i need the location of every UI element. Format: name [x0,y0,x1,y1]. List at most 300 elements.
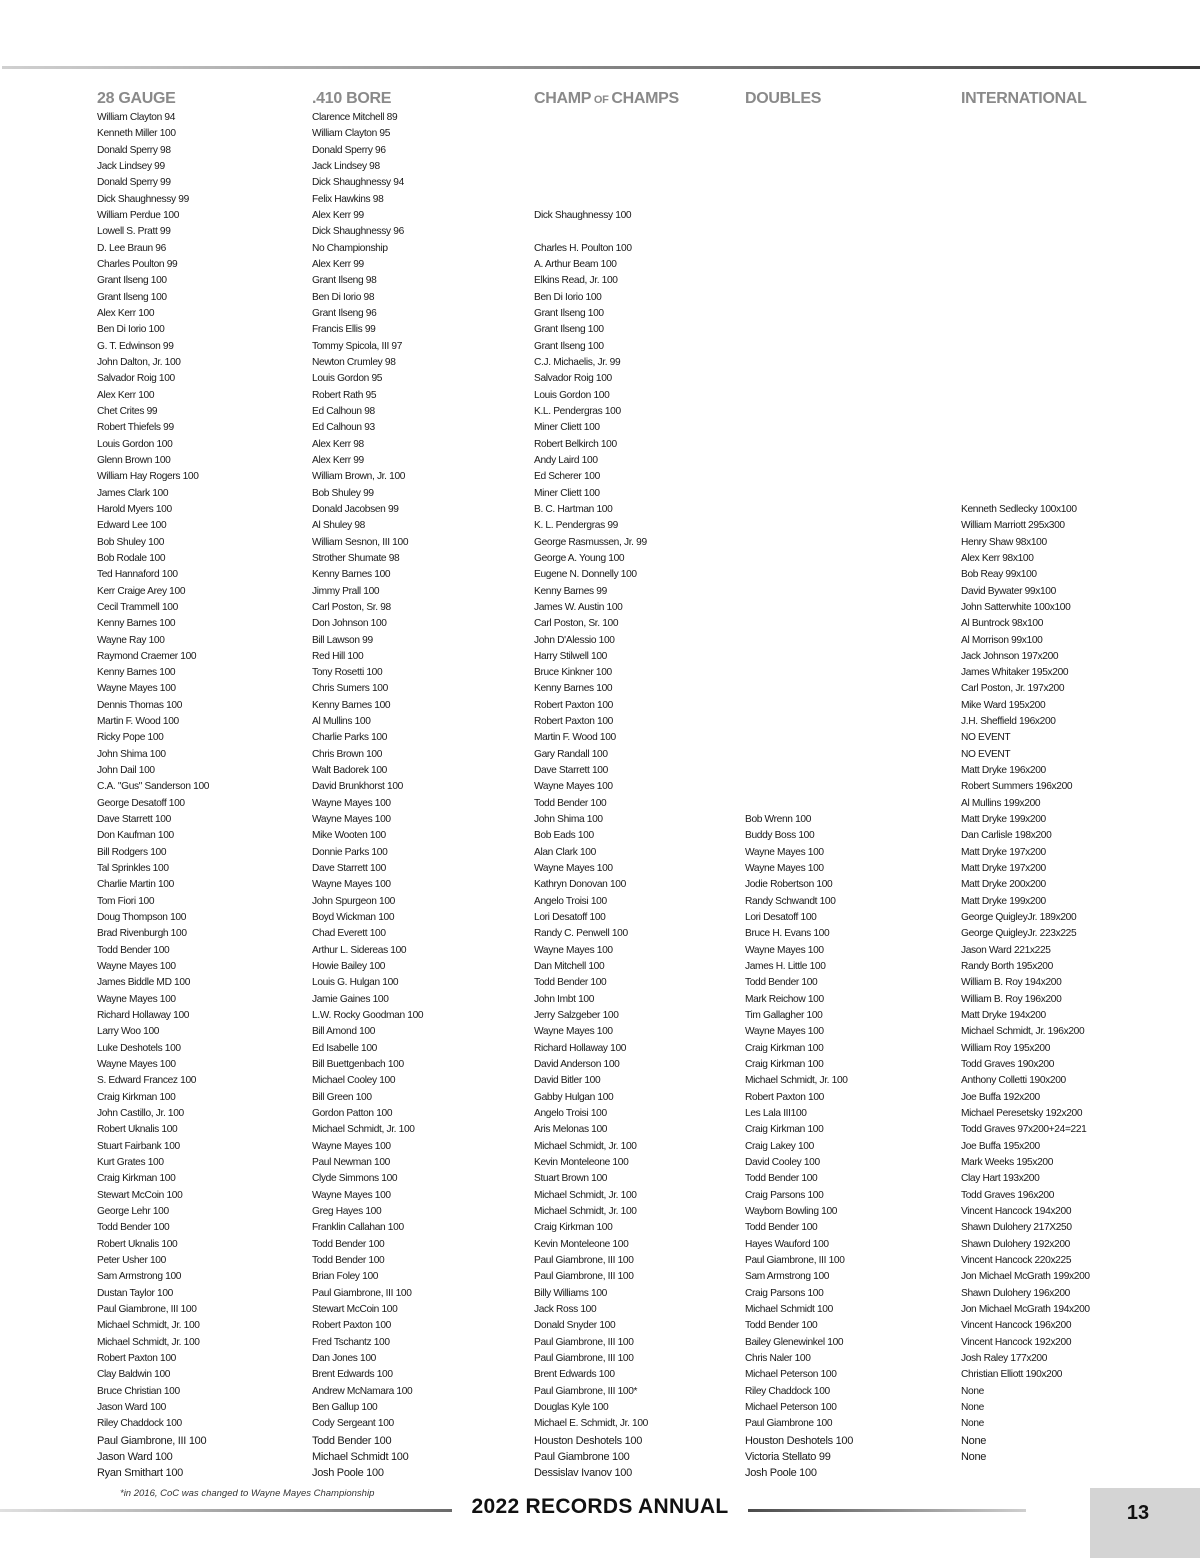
column-doubles [745,88,853,1482]
record-entry: Houston Deshotels 100 [534,1434,643,1447]
record-entry: Edward Lee 100 [97,520,167,532]
record-entry [961,224,1090,240]
record-entry: Bruce Kinkner 100 [534,667,612,679]
record-entry: Salvador Roig 100 [534,373,612,385]
record-entry: Brent Edwards 100 [312,1369,393,1381]
column-heading: .410 BORE [312,90,392,107]
record-entry: Jack Lindsey 98 [312,160,380,172]
record-entry: Charles Poulton 99 [97,258,178,270]
record-entry: C.J. Michaelis, Jr. 99 [534,356,621,368]
top-rule [2,66,1200,69]
record-entry: Dave Starrett 100 [534,765,608,777]
record-entry: Dan Mitchell 100 [534,961,605,973]
record-entry: None [961,1385,984,1397]
record-entry: Todd Graves 97x200+24=221 [961,1124,1087,1136]
record-entry: Martin F. Wood 100 [97,716,179,728]
column-28-gauge [97,88,209,1482]
record-entry: Michael Schmidt, Jr. 196x200 [961,1026,1085,1038]
record-entry: A. Arthur Beam 100 [534,258,617,270]
record-entry: Todd Bender 100 [97,1222,170,1234]
record-entry: Chris Brown 100 [312,748,383,760]
record-entry: Grant Ilseng 100 [534,340,604,352]
record-entry: Jason Ward 100 [97,1401,166,1413]
record-entry: John D'Alessio 100 [534,634,615,646]
record-entry: Michael Peresetsky 192x200 [961,1108,1083,1120]
record-entry: Strother Shumate 98 [312,552,400,564]
record-entry: Ben Di Iorio 98 [312,291,375,303]
entries-list [312,110,423,1482]
record-entry: None [961,1418,984,1430]
record-entry: Andrew McNamara 100 [312,1385,413,1397]
record-entry: Carl Poston, Sr. 98 [312,601,391,613]
record-entry: Vincent Hancock 194x200 [961,1205,1072,1217]
record-entry: Todd Bender 100 [534,797,607,809]
record-entry: William B. Roy 196x200 [961,993,1062,1005]
record-entry: Clay Hart 193x200 [961,1173,1040,1185]
record-entry: Wayne Mayes 100 [534,863,613,875]
footer-title: 2022 RECORDS ANNUAL [471,1495,729,1518]
record-entry: Clarence Mitchell 89 [312,112,398,123]
record-entry: Donald Sperry 99 [97,177,171,189]
record-entry: Bill Green 100 [312,1091,372,1103]
record-entry: Don Kaufman 100 [97,830,174,842]
record-entry [745,714,853,730]
record-entry: Robert Paxton 100 [534,699,614,711]
entries-list [534,110,679,1482]
record-entry: Chris Naler 100 [745,1352,811,1364]
record-entry: Todd Graves 190x200 [961,1059,1055,1071]
record-entry [745,404,853,420]
record-entry [961,159,1090,175]
record-entry: Wayne Mayes 100 [97,683,176,695]
record-entry: Franklin Callahan 100 [312,1222,404,1234]
record-entry: Wayne Mayes 100 [745,863,824,875]
record-entry: Bill Amond 100 [312,1026,376,1038]
column-heading: 28 GAUGE [97,90,176,107]
record-entry [745,388,853,404]
record-entry: Richard Hollaway 100 [97,1010,190,1022]
record-entry: Bailey Glenewinkel 100 [745,1336,844,1348]
record-entry: Michael Schmidt, Jr. 100 [534,1140,637,1152]
record-entry: Donald Sperry 96 [312,144,386,156]
record-entry: Al Mullins 100 [312,716,371,728]
record-entry [534,192,679,208]
record-entry [534,224,679,240]
record-entry: Howie Bailey 100 [312,961,386,973]
record-entry: Stewart McCoin 100 [312,1303,398,1315]
entries-list [97,110,209,1482]
record-entry: Paul Giambrone, III 100 [97,1434,207,1447]
footer-rule-right [748,1509,1026,1512]
record-entry: William Clayton 94 [97,112,176,123]
record-entry: Elkins Read, Jr. 100 [534,275,618,287]
record-entry [961,290,1090,306]
record-entry: Chris Sumers 100 [312,683,388,695]
record-entry: Paul Giambrone, III 100* [534,1385,638,1397]
record-entry [745,633,853,649]
record-entry: Riley Chaddock 100 [97,1418,182,1430]
record-entry: Jerry Salzgeber 100 [534,1010,619,1022]
record-entry: G. T. Edwinson 99 [97,340,174,352]
record-entry: Todd Bender 100 [745,1320,818,1332]
record-entry: Dick Shaughnessy 100 [534,209,632,221]
record-entry: Paul Newman 100 [312,1157,390,1168]
record-entry: Glenn Brown 100 [97,454,171,466]
record-entry: Craig Lakey 100 [745,1140,814,1152]
record-entry: Wayborn Bowling 100 [745,1205,838,1217]
record-entry: Tim Gallagher 100 [745,1010,823,1022]
record-entry: Mark Reichow 100 [745,993,824,1005]
record-entry: James H. Little 100 [745,961,826,973]
record-entry: Bob Reay 99x100 [961,569,1037,581]
record-entry: Chad Everett 100 [312,928,386,940]
record-entry: Kenneth Sedlecky 100x100 [961,503,1077,515]
record-entry: Kenny Barnes 100 [97,667,176,679]
record-entry: Ed Isabelle 100 [312,1042,377,1054]
record-entry: Paul Giambrone 100 [534,1450,630,1463]
record-entry: Todd Bender 100 [745,977,818,989]
record-entry: George QuigleyJr. 223x225 [961,928,1077,940]
record-entry: Ben Di Iorio 100 [534,291,602,303]
record-entry: Donald Snyder 100 [534,1320,616,1332]
record-entry: John Imbt 100 [534,993,595,1005]
record-entry: David Bywater 99x100 [961,585,1056,597]
record-entry: Todd Bender 100 [97,944,170,956]
record-entry: Alex Kerr 99 [312,454,364,466]
record-entry: Kevin Monteleone 100 [534,1157,629,1168]
record-entry: Donnie Parks 100 [312,846,388,858]
record-entry: Tom Fiori 100 [97,895,155,907]
record-entry: Bill Buettgenbach 100 [312,1059,404,1071]
record-entry [745,779,853,795]
record-entry: William B. Roy 194x200 [961,977,1062,989]
record-entry: Andy Laird 100 [534,454,598,466]
record-entry: Ed Calhoun 93 [312,422,375,434]
record-entry [745,763,853,779]
record-entry: Tommy Spicola, III 97 [312,340,403,352]
record-entry: Al Mullins 199x200 [961,797,1041,809]
record-entry [745,420,853,436]
record-entry: K.L. Pendergras 100 [534,405,621,417]
record-entry: NO EVENT [961,732,1011,744]
record-entry: Craig Kirkman 100 [534,1222,613,1234]
record-entry: Todd Bender 100 [745,1222,818,1234]
record-entry: Ted Hannaford 100 [97,569,178,581]
record-entry: Randy Borth 195x200 [961,961,1053,973]
record-entry: Kerr Craige Arey 100 [97,585,186,597]
record-entry: Craig Kirkman 100 [745,1042,824,1054]
column-heading: INTERNATIONAL [961,90,1087,107]
heading-part: CHAMPS [611,90,679,107]
record-entry: Mike Ward 195x200 [961,699,1046,711]
record-entry: David Bitler 100 [534,1075,601,1087]
record-entry: Bill Lawson 99 [312,634,373,646]
record-entry: Michael Schmidt 100 [745,1303,833,1315]
record-entry [745,290,853,306]
record-entry: Craig Kirkman 100 [97,1173,176,1185]
record-entry: Paul Giambrone, III 100 [745,1254,845,1266]
record-entry: Robert Summers 196x200 [961,781,1073,793]
record-entry [745,567,853,583]
record-entry: Craig Kirkman 100 [745,1059,824,1071]
record-entry: Les Lala III100 [745,1108,807,1120]
record-entry [745,747,853,763]
record-entry: John Satterwhite 100x100 [961,601,1071,613]
record-entry: John Spurgeon 100 [312,895,395,907]
record-entry: Jodie Robertson 100 [745,879,833,891]
record-entry: Francis Ellis 99 [312,324,376,336]
record-entry: Richard Hollaway 100 [534,1042,627,1054]
record-entry [745,306,853,322]
record-entry: David Cooley 100 [745,1157,820,1168]
record-entry: None [961,1401,984,1413]
record-entry: Todd Bender 100 [312,1254,385,1266]
record-entry [961,257,1090,273]
record-entry: Todd Graves 196x200 [961,1189,1055,1201]
record-entry [745,486,853,502]
record-entry [534,159,679,175]
record-entry: Matt Dryke 200x200 [961,879,1046,891]
record-entry: Brad Rivenburgh 100 [97,928,187,940]
record-entry: Mark Weeks 195x200 [961,1157,1054,1168]
record-entry: Alex Kerr 98 [312,438,364,450]
record-entry: Michael Schmidt, Jr. 100 [534,1189,637,1201]
record-entry [961,486,1090,502]
record-entry: C.A. "Gus" Sanderson 100 [97,781,210,793]
record-entry: Grant Ilseng 100 [534,307,604,319]
record-entry: Al Buntrock 98x100 [961,618,1044,630]
record-entry: S. Edward Francez 100 [97,1075,197,1087]
record-entry: Fred Tschantz 100 [312,1336,390,1348]
record-entry: Douglas Kyle 100 [534,1401,609,1413]
record-entry: Wayne Mayes 100 [312,879,391,891]
record-entry: Wayne Ray 100 [97,634,165,646]
record-entry [745,796,853,812]
record-entry: Grant Ilseng 100 [534,324,604,336]
record-entry: Carl Poston, Jr. 197x200 [961,683,1065,695]
record-entry: Randy Schwandt 100 [745,895,836,907]
record-entry: Michael Schmidt, Jr. 100 [97,1336,200,1348]
record-entry: Dessislav Ivanov 100 [534,1467,632,1480]
record-entry: James Clark 100 [97,487,169,499]
record-entry: Robert Belkirch 100 [534,438,617,450]
record-entry: Charlie Parks 100 [312,732,388,744]
record-entry: Peter Usher 100 [97,1254,166,1266]
record-entry: Alex Kerr 100 [97,307,155,319]
record-entry: Salvador Roig 100 [97,373,175,385]
column-heading: DOUBLES [745,90,822,107]
record-entry [745,502,853,518]
record-entry [961,126,1090,142]
record-entry: Robert Thiefels 99 [97,422,174,434]
record-entry: Michael Cooley 100 [312,1075,396,1087]
record-entry: Jon Michael McGrath 199x200 [961,1271,1090,1283]
record-entry: John Dalton, Jr. 100 [97,356,181,368]
record-entry [745,257,853,273]
record-entry: Kenny Barnes 100 [312,699,391,711]
record-entry: Bill Rodgers 100 [97,846,167,858]
record-entry: Alan Clark 100 [534,846,596,858]
record-entry: Alex Kerr 98x100 [961,552,1034,564]
record-entry [745,175,853,191]
record-entry: James Biddle MD 100 [97,977,191,989]
record-entry: Kenneth Miller 100 [97,128,176,140]
record-entry [961,371,1090,387]
record-entry: Donald Sperry 98 [97,144,171,156]
record-entry: David Brunkhorst 100 [312,781,403,793]
record-entry: Ed Calhoun 98 [312,405,375,417]
record-entry: Lowell S. Pratt 99 [97,226,171,238]
record-entry: Clay Baldwin 100 [97,1369,171,1381]
record-entry: Riley Chaddock 100 [745,1385,830,1397]
record-entry: Vincent Hancock 196x200 [961,1320,1072,1332]
record-entry: Tal Sprinkles 100 [97,863,169,875]
record-entry: Todd Bender 100 [745,1173,818,1185]
record-entry: Jack Lindsey 99 [97,160,165,172]
record-entry [961,306,1090,322]
record-entry [961,143,1090,159]
record-entry: Martin F. Wood 100 [534,732,616,744]
record-entry [961,388,1090,404]
record-entry: Lori Desatoff 100 [745,912,817,924]
record-entry: Victoria Stellato 99 [745,1450,831,1463]
footer-rule-left [0,1509,452,1512]
record-entry: Ed Scherer 100 [534,471,600,483]
record-entry [745,143,853,159]
record-entry: Jason Ward 221x225 [961,944,1051,956]
record-entry: William Perdue 100 [97,209,180,221]
record-entry: Bob Rodale 100 [97,552,166,564]
record-entry: Red Hill 100 [312,650,364,662]
record-entry: Harold Myers 100 [97,503,172,515]
record-entry: L.W. Rocky Goodman 100 [312,1010,424,1022]
record-entry: Paul Giambrone, III 100 [534,1254,634,1266]
record-entry [961,339,1090,355]
record-entry: Paul Giambrone, III 100 [534,1336,634,1348]
record-entry: Dan Carlisle 198x200 [961,830,1052,842]
record-entry [745,665,853,681]
record-entry: Chet Crites 99 [97,405,158,417]
record-entry: Dick Shaughnessy 96 [312,226,404,238]
record-entry: Bob Wrenn 100 [745,814,812,826]
record-entry: Robert Rath 95 [312,389,377,401]
record-entry: Bob Shuley 100 [97,536,165,548]
record-entry: Kenny Barnes 100 [97,618,176,630]
record-entry: James Whitaker 195x200 [961,667,1069,679]
record-entry: Josh Raley 177x200 [961,1352,1048,1364]
record-entry [745,322,853,338]
record-entry: Billy Williams 100 [534,1287,607,1299]
record-entry: Raymond Craemer 100 [97,650,197,662]
record-entry: Wayne Mayes 100 [312,1189,391,1201]
record-entry: None [961,1450,987,1463]
record-entry: Kenny Barnes 100 [312,569,391,581]
record-entry [745,273,853,289]
record-entry: Grant Ilseng 96 [312,307,377,319]
record-entry [745,371,853,387]
record-entry: Dan Jones 100 [312,1352,376,1364]
record-entry: Boyd Wickman 100 [312,912,395,924]
record-entry: Don Johnson 100 [312,618,387,630]
record-entry: Matt Dryke 199x200 [961,895,1046,907]
record-entry: William Hay Rogers 100 [97,471,199,483]
record-entry [961,241,1090,257]
record-entry: Al Shuley 98 [312,520,366,532]
record-entry: Todd Bender 100 [534,977,607,989]
record-entry: Mike Wooten 100 [312,830,386,842]
record-entry: Josh Poole 100 [312,1467,384,1480]
record-entry: William Sesnon, III 100 [312,536,409,548]
record-entry: Robert Paxton 100 [97,1352,177,1364]
record-entry: Shawn Dulohery 192x200 [961,1238,1070,1250]
record-entry: Craig Kirkman 100 [745,1124,824,1136]
record-entry: Houston Deshotels 100 [745,1434,854,1447]
heading-part-small: OF [591,94,612,106]
record-entry [745,159,853,175]
record-entry: Harry Stilwell 100 [534,650,607,662]
record-entry [745,584,853,600]
record-entry [745,339,853,355]
record-entry [961,453,1090,469]
record-entry: Cody Sergeant 100 [312,1418,394,1430]
record-entry: Wayne Mayes 100 [745,944,824,956]
record-entry: Lori Desatoff 100 [534,912,606,924]
record-entry: D. Lee Braun 96 [97,242,166,254]
record-entry: Newton Crumley 98 [312,356,396,368]
record-entry: Bruce Christian 100 [97,1385,180,1397]
record-entry: Matt Dryke 194x200 [961,1010,1046,1022]
record-entry [745,681,853,697]
record-entry [961,437,1090,453]
record-entry: Brent Edwards 100 [534,1369,615,1381]
record-entry: Anthony Colletti 190x200 [961,1075,1066,1087]
record-entry: James W. Austin 100 [534,601,623,613]
record-entry: Miner Cliett 100 [534,487,600,499]
record-entry: Bob Shuley 99 [312,487,374,499]
record-entry: Christian Elliott 190x200 [961,1369,1063,1381]
record-entry: Eugene N. Donnelly 100 [534,569,637,581]
record-entry: Robert Paxton 100 [745,1091,825,1103]
record-entry: Wayne Mayes 100 [534,944,613,956]
record-entry: J.H. Sheffield 196x200 [961,716,1056,728]
record-entry: Gabby Hulgan 100 [534,1091,614,1103]
record-entry: Dave Starrett 100 [97,814,171,826]
record-entry: Vincent Hancock 220x225 [961,1254,1072,1266]
record-entry [961,420,1090,436]
record-entry: Michael Schmidt, Jr. 100 [534,1205,637,1217]
record-entry: Wayne Mayes 100 [745,1026,824,1038]
record-entry: Gary Randall 100 [534,748,608,760]
record-entry: Michael Peterson 100 [745,1369,837,1381]
column-international [961,88,1090,1465]
record-entry: K. L. Pendergras 99 [534,520,618,532]
record-entry [534,143,679,159]
record-entry: George Lehr 100 [97,1205,169,1217]
record-entry: Jamie Gaines 100 [312,993,389,1005]
record-entry [745,616,853,632]
record-entry: Ben Di Iorio 100 [97,324,165,336]
record-entry: Dick Shaughnessy 99 [97,193,189,205]
record-entry: Matt Dryke 197x200 [961,846,1046,858]
record-entry: Jason Ward 100 [97,1450,173,1463]
record-entry: Paul Giambrone, III 100 [97,1303,197,1315]
record-entry: George Rasmussen, Jr. 99 [534,536,647,548]
record-entry [745,649,853,665]
record-entry: Josh Poole 100 [745,1467,817,1480]
record-entry: Paul Giambrone, III 100 [534,1352,634,1364]
record-entry: Grant Ilseng 100 [97,275,167,287]
record-entry: Michael Schmidt, Jr. 100 [97,1320,200,1332]
